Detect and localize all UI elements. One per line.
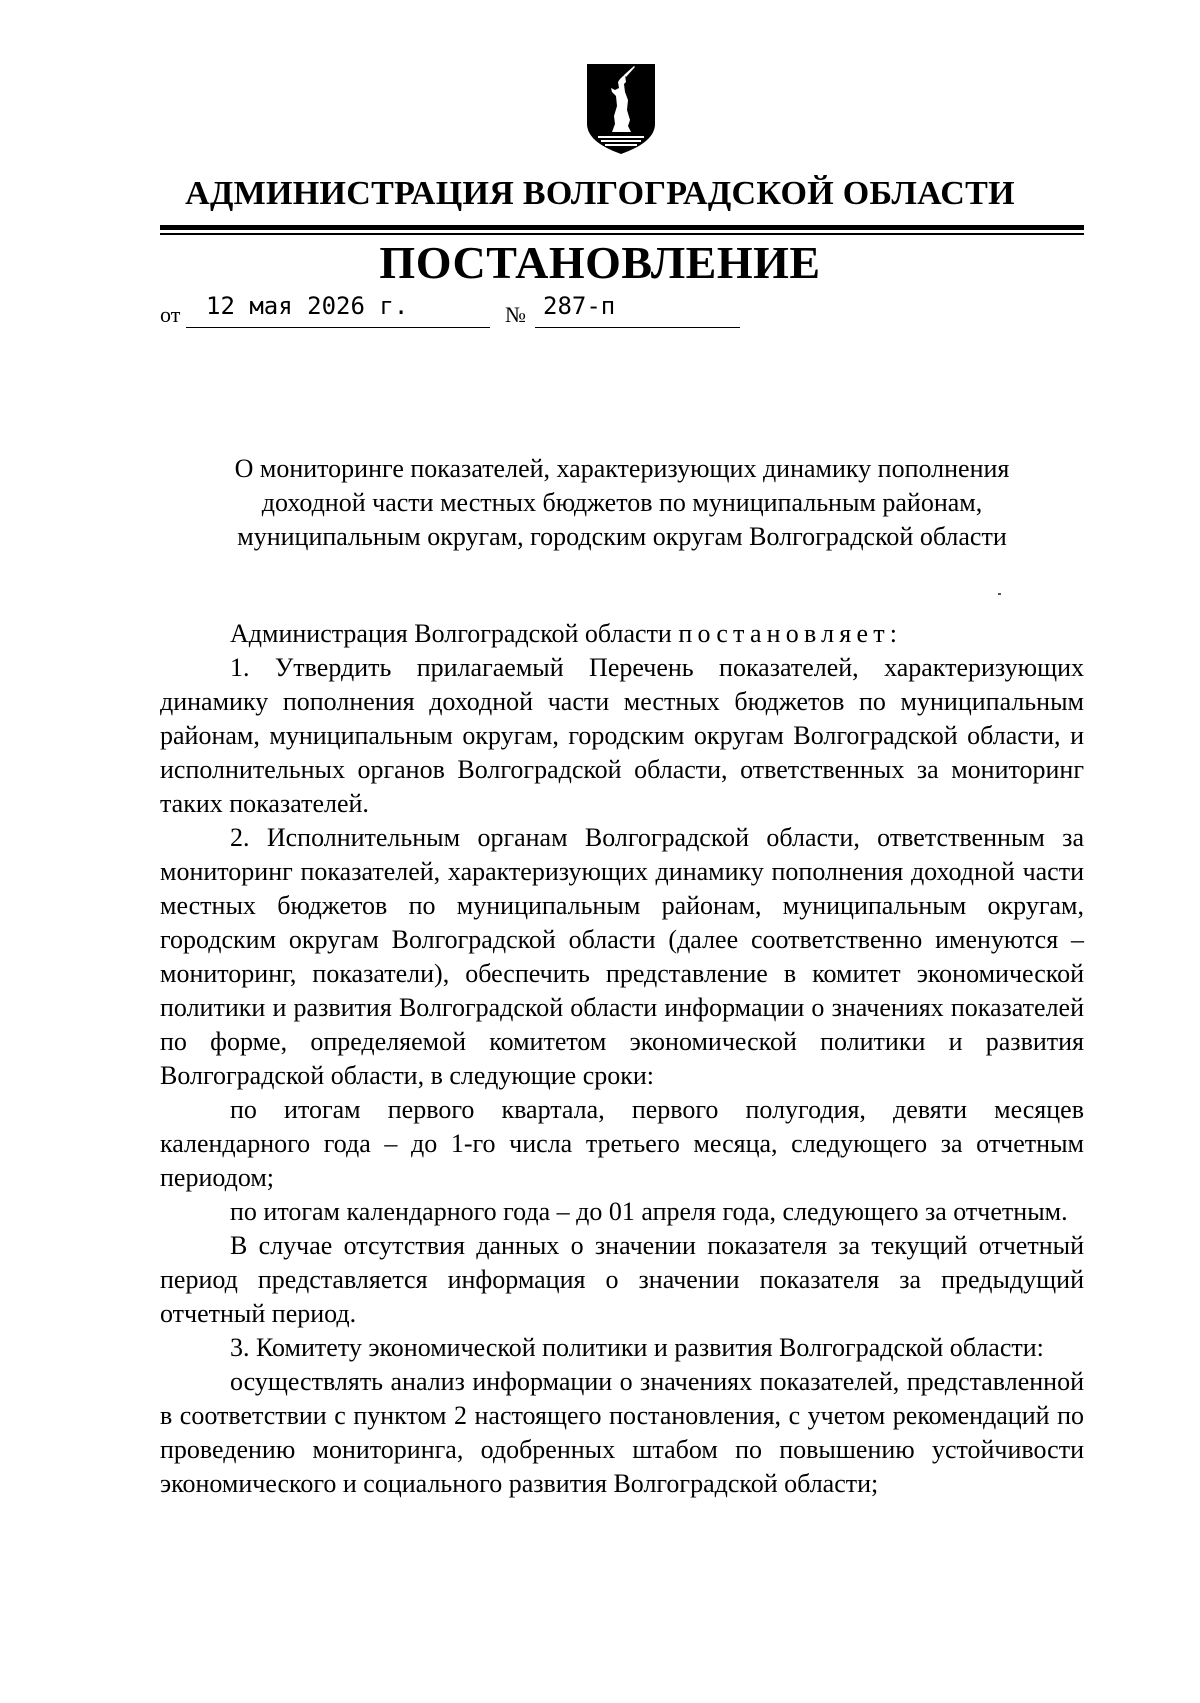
organization-title: АДМИНИСТРАЦИЯ ВОЛГОГРАДСКОЙ ОБЛАСТИ <box>185 175 1015 212</box>
preamble-colon: : <box>889 619 897 648</box>
paragraph: 1. Утвердить прилагаемый Перечень показателей, характеризующих динамику пополнения доходной части местных бюджетов по муниципальным районам, муниципальным округам, городским округам Волгоградской области, и исполнительных органов Волгоградской области, ответственных за мониторинг таких показателей. <box>160 653 1084 818</box>
number-underline <box>535 327 740 328</box>
header-rule-thin <box>160 233 1084 235</box>
document-number: 287-п <box>543 292 616 320</box>
date-underline <box>186 327 490 328</box>
header-rule-thick <box>160 225 1084 230</box>
dateline <box>160 292 760 332</box>
paragraph: В случае отсутствия данных о значении показателя за текущий отчетный период представляется информация о значении показателя за предыдущий отчетный период. <box>160 1231 1084 1328</box>
subject-line: О мониторинге показателей, характеризующих динамику пополнения <box>234 454 1010 483</box>
paragraph: 2. Исполнительным органам Волгоградской области, ответственным за мониторинг показателей, характеризующих динамику пополнения доходной части местных бюджетов по муниципальным районам, муниципальным округам, городским округам Волгоградской области (далее соответственно именуются – мониторинг, показатели), обеспечить представление в комитет экономической политики и развития Волгоградской области информации о значениях показателей по форме, определяемой комитетом экономической политики и развития Волгоградской области, в следующие сроки: <box>160 823 1084 1090</box>
subject-line: муниципальным округам, городским округам Волгоградской области <box>237 522 1007 551</box>
document-type-title: ПОСТАНОВЛЕНИЕ <box>379 237 821 288</box>
scan-mark <box>998 593 1001 595</box>
document-subject <box>160 452 1084 554</box>
preamble <box>160 617 1084 651</box>
document-body <box>160 617 1084 1501</box>
paragraph: осуществлять анализ информации о значениях показателей, представленной в соответствии с пунктом 2 настоящего постановления, с учетом рекомендаций по проведению мониторинга, одобренных штабом по повышению устойчивости экономического и социального развития Волгоградской области; <box>160 1367 1084 1498</box>
preamble-text: Администрация Волгоградской области <box>230 619 679 648</box>
coat-of-arms-icon <box>584 62 658 160</box>
document-date: 12 мая 2026 г. <box>206 292 409 320</box>
subject-line: доходной части местных бюджетов по муниципальным районам, <box>261 488 983 517</box>
paragraph: 3. Комитету экономической политики и развития Волгоградской области: <box>230 1333 1044 1362</box>
date-from-label: от <box>160 302 181 327</box>
paragraph: по итогам календарного года – до 01 апреля года, следующего за отчетным. <box>230 1197 1068 1226</box>
number-label: № <box>505 302 526 327</box>
decree-word: постановляет <box>678 619 890 648</box>
paragraph: по итогам первого квартала, первого полугодия, девяти месяцев календарного года – до 1-го числа третьего месяца, следующего за отчетным периодом; <box>160 1095 1084 1192</box>
